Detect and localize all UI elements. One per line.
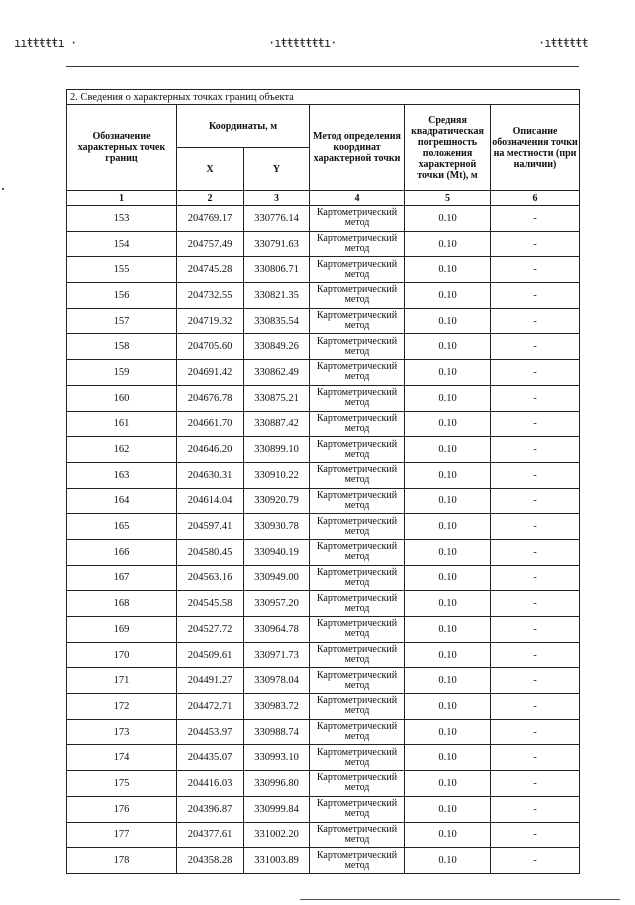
method-cell: Картометрический метод bbox=[310, 462, 405, 488]
table-row bbox=[67, 642, 580, 668]
coord-y: 331002.20 bbox=[244, 822, 310, 848]
coord-y: 330910.22 bbox=[244, 462, 310, 488]
coord-y: 330849.26 bbox=[244, 334, 310, 360]
coord-y: 330806.71 bbox=[244, 257, 310, 283]
coord-y: 330971.73 bbox=[244, 642, 310, 668]
coord-x: 204358.28 bbox=[177, 848, 244, 874]
table-row bbox=[67, 771, 580, 797]
error-cell: 0.10 bbox=[405, 694, 491, 720]
point-id: 164 bbox=[67, 488, 177, 514]
column-number: 1 bbox=[67, 191, 177, 206]
error-cell: 0.10 bbox=[405, 848, 491, 874]
coord-x: 204705.60 bbox=[177, 334, 244, 360]
coord-y: 331003.89 bbox=[244, 848, 310, 874]
table-body bbox=[67, 206, 580, 874]
coord-x: 204597.41 bbox=[177, 514, 244, 540]
coord-y: 330996.80 bbox=[244, 771, 310, 797]
point-id: 167 bbox=[67, 565, 177, 591]
point-id: 168 bbox=[67, 591, 177, 617]
error-cell: 0.10 bbox=[405, 385, 491, 411]
coord-x: 204563.16 bbox=[177, 565, 244, 591]
scan-speck bbox=[2, 188, 4, 190]
table-row bbox=[67, 539, 580, 565]
description-cell: - bbox=[491, 539, 580, 565]
coord-x: 204769.17 bbox=[177, 206, 244, 232]
coord-x: 204377.61 bbox=[177, 822, 244, 848]
error-cell: 0.10 bbox=[405, 796, 491, 822]
point-id: 169 bbox=[67, 617, 177, 643]
boundary-points-table bbox=[66, 89, 580, 874]
column-number: 5 bbox=[405, 191, 491, 206]
error-cell: 0.10 bbox=[405, 539, 491, 565]
scan-mark-left: ııŧŧŧŧŧı · bbox=[14, 36, 77, 50]
description-cell: - bbox=[491, 308, 580, 334]
description-cell: - bbox=[491, 360, 580, 386]
error-cell: 0.10 bbox=[405, 206, 491, 232]
description-cell: - bbox=[491, 642, 580, 668]
header-method: Метод определения координат характерной точки bbox=[310, 105, 405, 191]
table-row bbox=[67, 462, 580, 488]
method-cell: Картометрический метод bbox=[310, 848, 405, 874]
point-id: 154 bbox=[67, 231, 177, 257]
point-id: 172 bbox=[67, 694, 177, 720]
method-cell: Картометрический метод bbox=[310, 360, 405, 386]
method-cell: Картометрический метод bbox=[310, 411, 405, 437]
error-cell: 0.10 bbox=[405, 231, 491, 257]
error-cell: 0.10 bbox=[405, 591, 491, 617]
method-cell: Картометрический метод bbox=[310, 437, 405, 463]
method-cell: Картометрический метод bbox=[310, 591, 405, 617]
coord-y: 330964.78 bbox=[244, 617, 310, 643]
method-cell: Картометрический метод bbox=[310, 694, 405, 720]
error-cell: 0.10 bbox=[405, 642, 491, 668]
description-cell: - bbox=[491, 488, 580, 514]
coord-y: 330957.20 bbox=[244, 591, 310, 617]
method-cell: Картометрический метод bbox=[310, 308, 405, 334]
method-cell: Картометрический метод bbox=[310, 822, 405, 848]
method-cell: Картометрический метод bbox=[310, 771, 405, 797]
error-cell: 0.10 bbox=[405, 719, 491, 745]
column-number: 4 bbox=[310, 191, 405, 206]
table-row bbox=[67, 231, 580, 257]
coord-y: 330862.49 bbox=[244, 360, 310, 386]
method-cell: Картометрический метод bbox=[310, 668, 405, 694]
description-cell: - bbox=[491, 719, 580, 745]
coord-x: 204527.72 bbox=[177, 617, 244, 643]
description-cell: - bbox=[491, 334, 580, 360]
method-cell: Картометрический метод bbox=[310, 617, 405, 643]
error-cell: 0.10 bbox=[405, 488, 491, 514]
method-cell: Картометрический метод bbox=[310, 539, 405, 565]
description-cell: - bbox=[491, 771, 580, 797]
point-id: 153 bbox=[67, 206, 177, 232]
point-id: 165 bbox=[67, 514, 177, 540]
error-cell: 0.10 bbox=[405, 437, 491, 463]
header-y: Y bbox=[244, 148, 310, 191]
header-x: X bbox=[177, 148, 244, 191]
error-cell: 0.10 bbox=[405, 745, 491, 771]
point-id: 158 bbox=[67, 334, 177, 360]
column-number: 2 bbox=[177, 191, 244, 206]
coord-y: 330949.00 bbox=[244, 565, 310, 591]
error-cell: 0.10 bbox=[405, 308, 491, 334]
coord-x: 204719.32 bbox=[177, 308, 244, 334]
header-error: Средняя квадратическая погрешность положения характерной точки (Mt), м bbox=[405, 105, 491, 191]
coord-x: 204491.27 bbox=[177, 668, 244, 694]
coord-x: 204757.49 bbox=[177, 231, 244, 257]
header-designation: Обозначение характерных точек границ bbox=[67, 105, 177, 191]
table-row bbox=[67, 591, 580, 617]
table-row bbox=[67, 745, 580, 771]
point-id: 163 bbox=[67, 462, 177, 488]
description-cell: - bbox=[491, 848, 580, 874]
error-cell: 0.10 bbox=[405, 668, 491, 694]
description-cell: - bbox=[491, 668, 580, 694]
point-id: 160 bbox=[67, 385, 177, 411]
coord-y: 330930.78 bbox=[244, 514, 310, 540]
point-id: 156 bbox=[67, 283, 177, 309]
coord-x: 204676.78 bbox=[177, 385, 244, 411]
coord-y: 330821.35 bbox=[244, 283, 310, 309]
table-row bbox=[67, 565, 580, 591]
column-number: 3 bbox=[244, 191, 310, 206]
coord-y: 330835.54 bbox=[244, 308, 310, 334]
coord-x: 204509.61 bbox=[177, 642, 244, 668]
method-cell: Картометрический метод bbox=[310, 565, 405, 591]
method-cell: Картометрический метод bbox=[310, 642, 405, 668]
scan-mark-right: ·ıŧŧŧŧŧŧ bbox=[538, 36, 588, 50]
table-row bbox=[67, 283, 580, 309]
coord-x: 204580.45 bbox=[177, 539, 244, 565]
method-cell: Картометрический метод bbox=[310, 283, 405, 309]
point-id: 176 bbox=[67, 796, 177, 822]
description-cell: - bbox=[491, 283, 580, 309]
coord-y: 330920.79 bbox=[244, 488, 310, 514]
method-cell: Картометрический метод bbox=[310, 334, 405, 360]
error-cell: 0.10 bbox=[405, 617, 491, 643]
point-id: 161 bbox=[67, 411, 177, 437]
error-cell: 0.10 bbox=[405, 771, 491, 797]
error-cell: 0.10 bbox=[405, 822, 491, 848]
method-cell: Картометрический метод bbox=[310, 745, 405, 771]
scan-mark-center: ·ıŧŧŧŧŧŧŧı· bbox=[268, 36, 337, 50]
table-row bbox=[67, 617, 580, 643]
coord-x: 204435.07 bbox=[177, 745, 244, 771]
coord-x: 204396.87 bbox=[177, 796, 244, 822]
coord-y: 330988.74 bbox=[244, 719, 310, 745]
description-cell: - bbox=[491, 617, 580, 643]
method-cell: Картометрический метод bbox=[310, 488, 405, 514]
point-id: 173 bbox=[67, 719, 177, 745]
coord-y: 330899.10 bbox=[244, 437, 310, 463]
point-id: 170 bbox=[67, 642, 177, 668]
description-cell: - bbox=[491, 694, 580, 720]
table-row bbox=[67, 488, 580, 514]
description-cell: - bbox=[491, 385, 580, 411]
table-row bbox=[67, 719, 580, 745]
coord-x: 204416.03 bbox=[177, 771, 244, 797]
method-cell: Картометрический метод bbox=[310, 206, 405, 232]
table-row bbox=[67, 668, 580, 694]
point-id: 162 bbox=[67, 437, 177, 463]
error-cell: 0.10 bbox=[405, 334, 491, 360]
error-cell: 0.10 bbox=[405, 257, 491, 283]
coord-x: 204453.97 bbox=[177, 719, 244, 745]
error-cell: 0.10 bbox=[405, 283, 491, 309]
coord-y: 330978.04 bbox=[244, 668, 310, 694]
table-row bbox=[67, 206, 580, 232]
error-cell: 0.10 bbox=[405, 565, 491, 591]
error-cell: 0.10 bbox=[405, 411, 491, 437]
error-cell: 0.10 bbox=[405, 514, 491, 540]
table-row bbox=[67, 694, 580, 720]
point-id: 177 bbox=[67, 822, 177, 848]
column-number-row bbox=[67, 191, 580, 206]
point-id: 166 bbox=[67, 539, 177, 565]
method-cell: Картометрический метод bbox=[310, 719, 405, 745]
table-row bbox=[67, 308, 580, 334]
method-cell: Картометрический метод bbox=[310, 796, 405, 822]
table-row bbox=[67, 822, 580, 848]
table-caption: 2. Сведения о характерных точках границ объекта bbox=[67, 90, 580, 105]
header-coordinates: Координаты, м bbox=[177, 105, 310, 148]
coord-y: 330993.10 bbox=[244, 745, 310, 771]
coord-x: 204745.28 bbox=[177, 257, 244, 283]
coord-y: 330776.14 bbox=[244, 206, 310, 232]
coord-x: 204630.31 bbox=[177, 462, 244, 488]
coord-y: 330999.84 bbox=[244, 796, 310, 822]
point-id: 155 bbox=[67, 257, 177, 283]
table-row bbox=[67, 514, 580, 540]
coord-x: 204691.42 bbox=[177, 360, 244, 386]
point-id: 178 bbox=[67, 848, 177, 874]
top-rule bbox=[66, 66, 579, 67]
coord-x: 204732.55 bbox=[177, 283, 244, 309]
description-cell: - bbox=[491, 206, 580, 232]
point-id: 174 bbox=[67, 745, 177, 771]
description-cell: - bbox=[491, 411, 580, 437]
coord-y: 330983.72 bbox=[244, 694, 310, 720]
table-row bbox=[67, 796, 580, 822]
method-cell: Картометрический метод bbox=[310, 231, 405, 257]
header-description: Описание обозначения точки на местности (при наличии) bbox=[491, 105, 580, 191]
coord-x: 204614.04 bbox=[177, 488, 244, 514]
description-cell: - bbox=[491, 822, 580, 848]
coord-y: 330940.19 bbox=[244, 539, 310, 565]
column-number: 6 bbox=[491, 191, 580, 206]
table-row bbox=[67, 437, 580, 463]
coord-x: 204472.71 bbox=[177, 694, 244, 720]
error-cell: 0.10 bbox=[405, 360, 491, 386]
point-id: 157 bbox=[67, 308, 177, 334]
description-cell: - bbox=[491, 591, 580, 617]
method-cell: Картометрический метод bbox=[310, 385, 405, 411]
method-cell: Картометрический метод bbox=[310, 257, 405, 283]
description-cell: - bbox=[491, 514, 580, 540]
coord-x: 204661.70 bbox=[177, 411, 244, 437]
description-cell: - bbox=[491, 257, 580, 283]
point-id: 159 bbox=[67, 360, 177, 386]
table-row bbox=[67, 385, 580, 411]
bottom-rule bbox=[300, 899, 620, 900]
description-cell: - bbox=[491, 796, 580, 822]
description-cell: - bbox=[491, 565, 580, 591]
table-row bbox=[67, 360, 580, 386]
point-id: 171 bbox=[67, 668, 177, 694]
coord-x: 204646.20 bbox=[177, 437, 244, 463]
coord-y: 330791.63 bbox=[244, 231, 310, 257]
description-cell: - bbox=[491, 745, 580, 771]
table-row bbox=[67, 411, 580, 437]
coord-y: 330887.42 bbox=[244, 411, 310, 437]
description-cell: - bbox=[491, 462, 580, 488]
description-cell: - bbox=[491, 231, 580, 257]
coord-y: 330875.21 bbox=[244, 385, 310, 411]
point-id: 175 bbox=[67, 771, 177, 797]
table-row bbox=[67, 848, 580, 874]
error-cell: 0.10 bbox=[405, 462, 491, 488]
description-cell: - bbox=[491, 437, 580, 463]
table-row bbox=[67, 257, 580, 283]
table-row bbox=[67, 334, 580, 360]
coord-x: 204545.58 bbox=[177, 591, 244, 617]
method-cell: Картометрический метод bbox=[310, 514, 405, 540]
